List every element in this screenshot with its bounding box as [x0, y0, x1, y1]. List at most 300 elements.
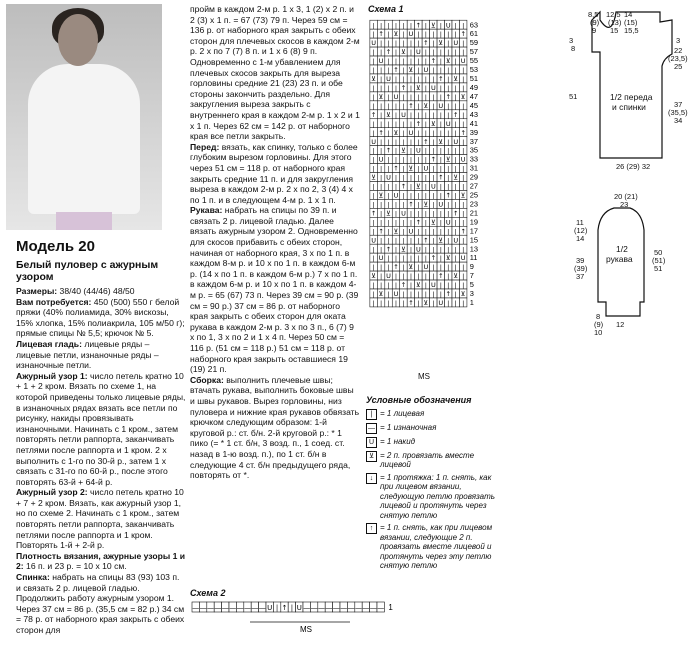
chart1-stitch: | [462, 200, 465, 209]
chart1-stitch: | [462, 182, 465, 191]
chart1-stitch: | [432, 299, 435, 308]
chart1-stitch: ⊻ [393, 30, 399, 39]
paragraph-text: число петель кратно 10 + 1 + 2 кром. Вязать по схеме 1, на которой приведены только лицевые ряды, в изнаночных рядах вязать все петли по рисунку, накиды провязывать изнаночными. Начинать с 1 кром., затем повторять петли раппорта, заканчивать петлями после раппорта и 1 кром. 2 х выполнить с 1-го по 30-й р., затем 1 х связать с 31-го по 60-й р., после этого повторять 63-й + 64-й р. [16, 370, 186, 487]
chart1-stitch: | [372, 299, 375, 308]
chart1-stitch: | [387, 236, 390, 245]
paragraph-text: лицевые ряды – лицевые петли, изнаночные ряды – изнаночные петли. [16, 338, 159, 371]
chart1-stitch: | [439, 227, 442, 236]
front-right-1: 3 [676, 36, 681, 45]
chart1-stitch: | [409, 155, 413, 164]
chart1-stitch: | [439, 254, 442, 263]
chart1-stitch: ↑ [445, 290, 452, 299]
chart1-stitch: | [409, 75, 413, 84]
chart2-stitch: — [369, 604, 377, 612]
chart1-stitch: ⊻ [401, 245, 406, 254]
chart1-stitch: | [379, 119, 383, 128]
chart1-stitch: ⊻ [408, 66, 414, 75]
chart1-stitch: | [424, 281, 427, 290]
chart1-stitch: | [372, 245, 375, 254]
chart1-stitch: | [409, 146, 413, 155]
chart1-stitch: ⊻ [378, 92, 384, 101]
chart1-row-number: 51 [469, 74, 479, 84]
chart2-stitch: — [325, 604, 333, 612]
chart1-stitch: U [401, 110, 406, 119]
chart1-stitch: | [447, 137, 450, 146]
chart1-row-number: 5 [469, 280, 474, 290]
chart1-stitch: | [432, 128, 435, 137]
chart1-stitch: | [387, 137, 390, 146]
chart1-stitch: | [379, 182, 383, 191]
chart1-stitch: ↑ [408, 200, 414, 209]
chart1-stitch: | [454, 57, 457, 66]
chart1-stitch: ↑ [423, 39, 429, 48]
chart1-stitch: | [394, 209, 398, 218]
model-subtitle: Белый пуловер с ажурным узором [16, 259, 159, 283]
chart1-stitch: | [372, 164, 375, 173]
chart1-stitch: | [424, 209, 427, 218]
chart1-stitch: ⊻ [371, 75, 376, 84]
col1-paragraph [16, 371, 186, 488]
chart1-stitch: | [417, 128, 420, 137]
chart1-stitch: U [445, 21, 451, 30]
chart1-stitch: | [409, 39, 413, 48]
paragraph-text: набрать на спицы по 39 п. и связать 2 р. лицевой гладью. Далее вязать ажурным узором 2. Одновременно для скосов прибавить с обеих сторон, начиная от наборного края, 3 х по 1 п. в каждом 8-м р. и 10 х по 1 п. в каждом 6-м р. (14 х по 1 п. в каждом 6-м р.) 7 х по 1 п. в каждом 6-м р. и 10 х по 1 п. в каждом 4-м р. = 65 (67) 73 п. Через 39 см = 90 р. (39 см = 90 р.) 37 см = 86 р. от наборного края закрыть с обеих сторон для оката рукава в каждом 2-м р. 3 х по 3 п., 6 (7) 9 х по 1, 3 х по 2 и 1 х 4 п. Через 50 см = 116 р. (51 см = 118 р.) 51 см = 118 р. от наборного края закрыть оставшиеся 19 (19) 21 п. [190, 205, 359, 375]
chart1-stitch: | [447, 101, 450, 110]
chart1-stitch: | [417, 92, 420, 101]
sleeve-right-3: 51 [654, 264, 663, 273]
chart1-stitch: | [424, 92, 427, 101]
chart1-stitch: | [387, 227, 390, 236]
chart1-stitch: | [409, 119, 413, 128]
chart1-stitch: ⊻ [438, 39, 444, 48]
chart1-row-number: 25 [469, 190, 479, 200]
col2-paragraph [190, 205, 360, 375]
chart1-stitch: ⊻ [430, 119, 436, 128]
chart1-stitch: | [402, 119, 405, 128]
paragraph-label: Плотность вязания, ажурные узоры 1 и 2: [16, 550, 186, 572]
sleeve-bottom-left-2: (9) [594, 320, 604, 329]
chart1-stitch: | [417, 236, 420, 245]
chart1-stitch: | [454, 227, 457, 236]
chart1-stitch: U [438, 101, 444, 110]
chart1-stitch: | [462, 164, 465, 173]
chart1-stitch: | [372, 128, 375, 137]
chart1-stitch: | [372, 84, 375, 93]
chart1-stitch: | [424, 146, 427, 155]
chart1-stitch: | [417, 263, 420, 272]
chart2-stitch: — [347, 604, 355, 612]
model-title: Модель 20 [16, 238, 95, 255]
chart1-stitch: | [432, 263, 435, 272]
sweater-figure [28, 64, 140, 214]
chart1-stitch: ↑ [370, 110, 377, 119]
chart1-stitch: | [409, 272, 413, 281]
chart1-stitch: | [454, 290, 457, 299]
sleeve-left-6: 37 [576, 272, 585, 281]
sleeve-left-5: (39) [574, 264, 588, 273]
chart1-stitch: U [386, 272, 391, 281]
chart1-stitch: U [416, 146, 421, 155]
chart1-row-number: 3 [469, 289, 474, 299]
chart1-stitch: | [409, 254, 413, 263]
chart1-stitch: | [409, 191, 413, 200]
chart1-stitch: | [409, 92, 413, 101]
legend-item [366, 451, 506, 470]
chart1-stitch: | [432, 101, 435, 110]
chart1-stitch: ⊻ [393, 128, 399, 137]
chart1-stitch: | [379, 272, 383, 281]
front-right-5: 37 [674, 100, 683, 109]
col2-paragraph [190, 142, 360, 206]
chart1-stitch: | [439, 146, 442, 155]
chart1-stitch: | [462, 137, 465, 146]
chart1-stitch: | [454, 128, 457, 137]
chart1-stitch: | [439, 92, 442, 101]
col1-paragraph [16, 487, 186, 551]
chart2-stitch: ↑ [281, 604, 288, 612]
chart1-stitch: | [387, 164, 390, 173]
chart1-stitch: | [372, 218, 375, 227]
chart1-stitch: | [447, 128, 450, 137]
chart1-stitch: | [447, 48, 450, 57]
chart1-stitch: U [423, 263, 429, 272]
chart1-stitch: | [379, 84, 383, 93]
chart1-stitch: | [447, 66, 450, 75]
chart1-stitch: ↑ [370, 209, 377, 218]
chart1-stitch: | [379, 200, 383, 209]
chart1-stitch: ↑ [460, 30, 466, 39]
chart1-stitch: | [402, 236, 405, 245]
chart1-stitch: | [372, 290, 375, 299]
chart1-stitch: | [372, 101, 375, 110]
chart1-stitch: ⊻ [371, 272, 376, 281]
chart1-stitch: | [432, 209, 435, 218]
chart1-stitch: ↑ [393, 263, 399, 272]
chart1-stitch: ↑ [423, 137, 429, 146]
chart1-stitch: U [401, 209, 406, 218]
chart1-stitch: ⊻ [393, 227, 399, 236]
chart1-stitch: | [402, 66, 405, 75]
chart1-stitch: | [402, 254, 405, 263]
chart1-stitch: | [424, 30, 427, 39]
chart1-stitch: U [371, 39, 376, 48]
chart1-stitch: ↑ [378, 227, 384, 236]
chart1-stitch: | [424, 245, 427, 254]
front-right-3: (23,5) [668, 54, 688, 63]
chart1-stitch: U [408, 227, 414, 236]
chart1-grid [368, 18, 480, 336]
chart1-stitch: ⊻ [430, 21, 436, 30]
chart1-stitch: | [402, 263, 405, 272]
chart1-stitch: | [417, 155, 420, 164]
chart1-stitch: | [439, 191, 442, 200]
chart1-stitch: | [439, 182, 442, 191]
chart1-stitch: ↑ [393, 66, 399, 75]
chart1-stitch: | [394, 137, 398, 146]
chart1-row-number: 57 [469, 47, 479, 57]
front-left-8: 8 [571, 44, 576, 53]
paragraph-label: Рукава: [190, 205, 223, 216]
legend-text: = 1 п. снять, как при лицевом вязании, следующие 2 п. провязать вместе лицевой и протянуть через эту петлю снятую петлю [380, 523, 493, 570]
chart2-ms-label: MS [300, 625, 312, 634]
chart1-stitch: | [432, 290, 435, 299]
paragraph-label: Перед: [190, 141, 220, 152]
chart1-stitch: | [462, 119, 465, 128]
chart1-stitch: | [379, 299, 383, 308]
chart1-stitch: | [447, 272, 450, 281]
front-dim-top-2: (9) [590, 18, 600, 27]
legend-title: Условные обозначения [366, 395, 472, 405]
chart1-stitch: | [462, 39, 465, 48]
chart1-row-number: 31 [469, 163, 479, 173]
chart1-stitch: | [447, 75, 450, 84]
chart1-stitch: | [417, 30, 420, 39]
chart1-stitch: | [424, 110, 427, 119]
chart1-stitch: | [387, 30, 390, 39]
chart1-stitch: | [379, 236, 383, 245]
chart1-stitch: | [387, 191, 390, 200]
chart1-stitch: ↑ [415, 218, 422, 227]
chart1-stitch: | [402, 128, 405, 137]
chart1-stitch: | [417, 75, 420, 84]
chart1-stitch: | [372, 227, 375, 236]
chart1-stitch: U [408, 30, 414, 39]
chart1-row-number: 15 [469, 235, 479, 245]
sleeve-right-1: 50 [654, 248, 663, 257]
col1-paragraph [16, 286, 186, 297]
chart1-stitch: | [372, 92, 375, 101]
chart1-stitch: | [387, 57, 390, 66]
chart1-ms-label: MS [418, 372, 430, 381]
chart1-stitch: ⊻ [430, 218, 436, 227]
chart1-stitch: | [417, 164, 420, 173]
chart1-stitch: ↑ [460, 128, 466, 137]
chart1-stitch: | [432, 146, 435, 155]
chart1-stitch: | [454, 191, 457, 200]
chart1-row-number: 27 [469, 181, 479, 191]
chart1-stitch: | [462, 21, 465, 30]
chart1-stitch: ↑ [430, 57, 437, 66]
front-right-7: 34 [674, 116, 683, 125]
chart1-row-number: 1 [469, 298, 474, 308]
chart1-stitch: | [402, 290, 405, 299]
chart1-stitch: ↑ [430, 155, 437, 164]
chart1-stitch: U [386, 173, 391, 182]
chart1-stitch: | [417, 137, 420, 146]
chart1-stitch: U [445, 218, 451, 227]
chart1-stitch: | [379, 48, 383, 57]
chart1-stitch: | [424, 21, 427, 30]
chart1-stitch: | [394, 57, 398, 66]
chart1-row-number: 11 [469, 253, 478, 263]
chart1-stitch: | [447, 245, 450, 254]
chart2-stitch: — [258, 604, 266, 612]
chart1-stitch: | [372, 119, 375, 128]
chart1-stitch: | [439, 155, 442, 164]
chart1-stitch: | [424, 119, 427, 128]
chart1-stitch: ↑ [438, 75, 444, 84]
sleeve-right-2: (51) [652, 256, 666, 265]
chart2-stitch: — [355, 604, 362, 612]
chart1-stitch: | [454, 200, 457, 209]
chart1-row-number: 61 [469, 29, 479, 39]
chart2-stitch: — [221, 604, 229, 612]
chart1-stitch: | [379, 75, 383, 84]
chart2-stitch: — [244, 604, 251, 612]
chart1-stitch: | [402, 200, 405, 209]
chart1-stitch: | [394, 101, 398, 110]
chart1-row-number: 9 [469, 262, 474, 272]
legend-item [366, 409, 506, 420]
chart1-stitch: | [409, 110, 413, 119]
sleeve-bottom-left-3: 10 [594, 328, 603, 337]
chart1-stitch: | [439, 110, 442, 119]
chart1-stitch: | [432, 39, 435, 48]
chart1-stitch: ⊻ [416, 84, 421, 93]
chart1-stitch: | [372, 182, 375, 191]
chart1-stitch: | [462, 146, 465, 155]
chart1-stitch: | [372, 263, 375, 272]
chart1-row-number: 63 [469, 20, 479, 30]
chart1-stitch: U [430, 281, 436, 290]
chart1-stitch: ⊻ [453, 75, 459, 84]
legend-text: = 1 протяжка: 1 п. снять, как при лицевом вязании, следующую петлю провязать лицевой и протянуть через снятую петлю [380, 472, 495, 520]
chart1-stitch: | [439, 48, 442, 57]
front-dim-top-6: 15 [610, 26, 619, 35]
chart1-stitch: | [394, 218, 398, 227]
chart1-row-number: 33 [469, 154, 479, 164]
chart1-stitch: U [416, 245, 421, 254]
chart1-stitch: | [409, 245, 413, 254]
chart1-stitch: ↑ [408, 101, 414, 110]
chart1-stitch: ⊻ [438, 236, 444, 245]
chart1-stitch: | [424, 227, 427, 236]
chart1-stitch: | [432, 48, 435, 57]
chart1-stitch: | [447, 182, 450, 191]
chart1-stitch: ⊻ [408, 164, 414, 173]
chart1-stitch: | [417, 191, 420, 200]
front-right-2: 22 [674, 46, 683, 55]
chart1-stitch: U [378, 57, 384, 66]
chart1-row-number: 29 [469, 172, 479, 182]
chart1-stitch: | [454, 66, 457, 75]
chart1-stitch: | [439, 21, 442, 30]
front-label-1: 1/2 переда [610, 92, 653, 102]
chart1-stitch: | [409, 57, 413, 66]
chart1-stitch: | [387, 182, 390, 191]
chart1-stitch: ⊻ [453, 272, 459, 281]
chart1-stitch: | [447, 200, 450, 209]
chart1-stitch: | [432, 30, 435, 39]
chart1-stitch: | [387, 119, 390, 128]
chart1-stitch: U [445, 119, 451, 128]
chart1-stitch: | [372, 191, 375, 200]
chart1-stitch: | [454, 245, 457, 254]
chart1-stitch: ↑ [393, 164, 399, 173]
paragraph-label: Ажурный узор 2: [16, 487, 88, 498]
chart1-stitch: | [447, 110, 450, 119]
chart1-stitch: ⊻ [416, 281, 421, 290]
chart1-stitch: | [454, 254, 457, 263]
chart1-stitch: | [379, 137, 383, 146]
chart2-stitch: — [251, 604, 259, 612]
chart1-stitch: | [402, 57, 405, 66]
chart1-row-number: 21 [469, 208, 479, 218]
chart1-stitch: | [379, 173, 383, 182]
chart1-stitch: | [402, 191, 405, 200]
chart1-stitch: | [424, 173, 427, 182]
chart1-stitch: | [447, 236, 450, 245]
chart1-stitch: | [454, 299, 457, 308]
chart1-stitch: | [439, 84, 442, 93]
chart1-stitch: ↑ [438, 173, 444, 182]
chart1-stitch: ↑ [415, 21, 422, 30]
legend-symbol-icon: ↑ [366, 523, 377, 534]
chart1-stitch: | [454, 281, 457, 290]
chart1-stitch: | [454, 21, 457, 30]
chart1-stitch: | [409, 236, 413, 245]
chart1-stitch: | [424, 155, 427, 164]
chart1-stitch: | [402, 299, 405, 308]
chart1-stitch: | [447, 209, 450, 218]
chart1-stitch: | [447, 164, 450, 173]
chart1-stitch: | [402, 39, 405, 48]
front-dim-top-5: (13) [608, 18, 622, 27]
chart1-stitch: | [394, 173, 398, 182]
front-label-2: и спинки [612, 102, 646, 112]
chart1-stitch: U [453, 39, 459, 48]
legend-item [366, 473, 506, 521]
chart1-stitch: ⊻ [438, 137, 444, 146]
chart1-stitch: ↑ [378, 128, 384, 137]
chart1-stitch: | [402, 21, 405, 30]
chart1-stitch: | [372, 57, 375, 66]
chart1-stitch: | [394, 245, 398, 254]
chart1-stitch: | [394, 21, 398, 30]
chart1-stitch: | [402, 164, 405, 173]
chart1-stitch: | [394, 84, 398, 93]
chart1-stitch: U [386, 75, 391, 84]
col2-paragraph [190, 4, 360, 142]
chart1-stitch: | [387, 155, 390, 164]
legend-item [366, 523, 506, 571]
chart1-stitch: | [417, 39, 420, 48]
chart2-stitch: — [340, 604, 348, 612]
chart1-stitch: | [447, 173, 450, 182]
chart1-stitch: ⊻ [416, 182, 421, 191]
legend-text: = 1 накид [380, 436, 416, 446]
sleeve-left-2: (12) [574, 226, 588, 235]
chart1-stitch: U [378, 254, 384, 263]
chart1-stitch: | [379, 164, 383, 173]
chart1-stitch: ⊻ [378, 290, 384, 299]
chart1-row-number: 17 [469, 226, 479, 236]
chart1-stitch: | [424, 182, 427, 191]
chart1-stitch: ⊻ [445, 57, 451, 66]
chart1-stitch: | [424, 128, 427, 137]
chart1-stitch: | [462, 245, 465, 254]
chart1-stitch: | [462, 209, 465, 218]
chart1-stitch: ⊻ [423, 299, 429, 308]
chart1-stitch: | [409, 137, 413, 146]
chart1-stitch: | [454, 146, 457, 155]
chart1-stitch: | [379, 209, 383, 218]
chart1-stitch: ↑ [400, 281, 407, 290]
chart1-row-number: 41 [469, 118, 479, 128]
chart1-stitch: | [447, 299, 450, 308]
chart2-stitch: — [377, 604, 385, 612]
chart1-stitch: ↑ [438, 272, 444, 281]
